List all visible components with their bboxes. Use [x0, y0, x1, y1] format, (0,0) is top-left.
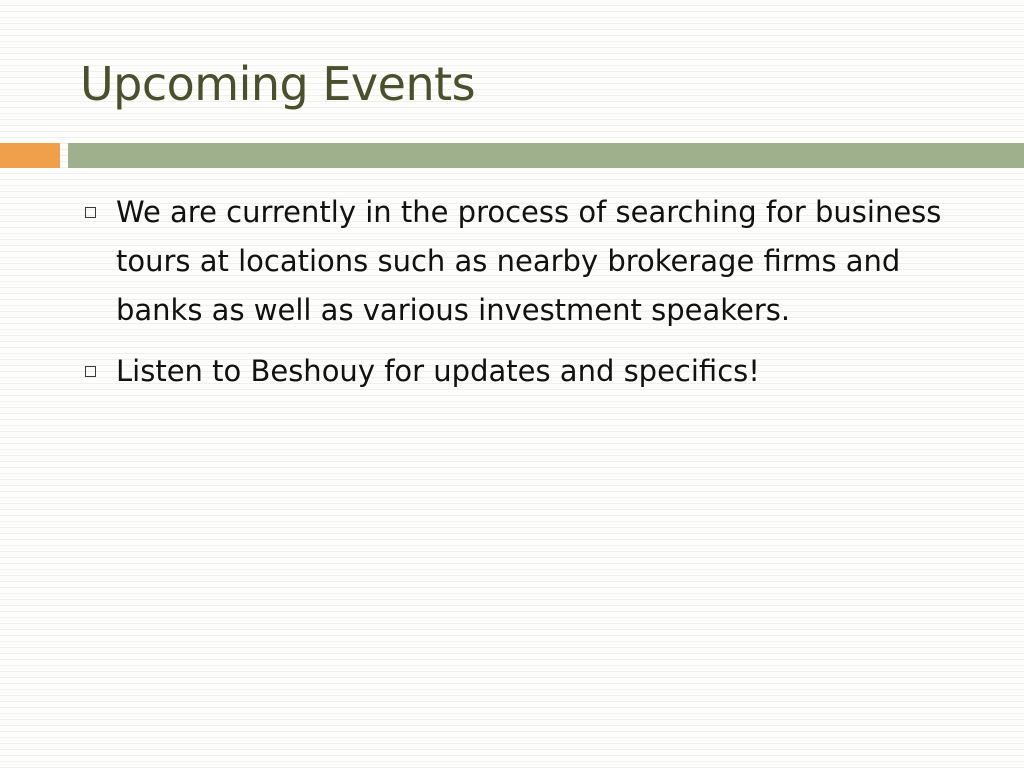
- bullet-text: We are currently in the process of searching for business tours at locations such as nearby brokerage firms and banks as well as various investment speakers.: [116, 195, 942, 327]
- bullet-item: [0, 347, 1024, 396]
- title-divider-orange-bar: [0, 143, 60, 168]
- bullet-item: [0, 188, 1024, 335]
- slide-title: Upcoming Events: [80, 57, 476, 111]
- bullet-text: Listen to Beshouy for updates and specifics!: [116, 354, 760, 388]
- hollow-square-icon: [85, 366, 96, 377]
- bullet-list: [0, 188, 1024, 408]
- hollow-square-icon: [85, 207, 96, 218]
- title-divider-green-bar: [68, 143, 1024, 168]
